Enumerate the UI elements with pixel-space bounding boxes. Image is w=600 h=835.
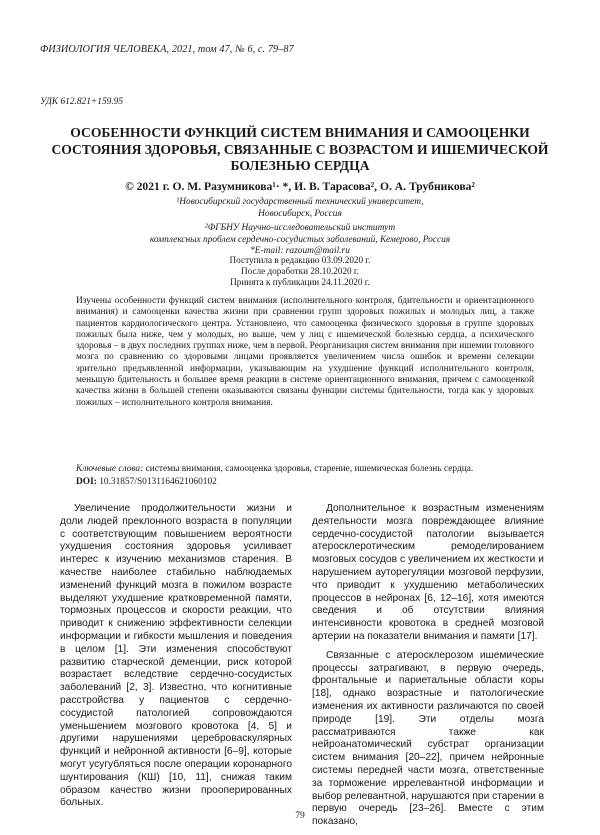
affiliation-2-line2: комплексных проблем сердечно-сосудистых заболеваний, Кемерово, Россия	[149, 235, 451, 245]
publication-dates	[40, 255, 560, 287]
doi	[76, 477, 534, 489]
keywords-text: системы внимания, самооценка здоровья, старение, ишемическая болезнь сердца.	[143, 464, 474, 474]
revised-date: После доработки 28.10.2020 г.	[241, 265, 359, 276]
keywords-label: Ключевые слова:	[76, 464, 144, 474]
doi-label: DOI:	[76, 477, 97, 487]
doi-text: 10.31857/S0131164621060102	[96, 477, 217, 487]
abstract: Изучены особенности функций систем внимания (исполнительного контроля, бдительности и ориентационного внимания) и самооценки качества жизни при сравнении групп здоровых пожилых и молодых лиц, а также пациентов кардиологического центра. Установлено, что самооценка физического здоровья в группе здоровых пожилых была ниже, чем у молодых, но выше, чем у лиц с ишемической болезнью сердца, а психического здоровья – в двух последних группах ниже, чем в первой. Реорганизация систем внимания при ишемии головного мозга по сравнению со здоровыми лицами проявляется увеличением числа ошибок и времени селекции зрительно предъявленной информации, указывающим на ухудшение функций исполнительного контроля, меньшую бдительность и большее время реакции в системе ориентационного внимания, причем с самооценкой качества жизни в большей степени оказываются связаны функции системы бдительности, тогда как у здоровых пожилых – исполнительного контроля внимания.	[76, 296, 534, 408]
affiliation-2-line1: ²ФГБНУ Научно-исследовательский институт	[204, 223, 396, 233]
author-email: *E-mail: razoum@mail.ru	[250, 246, 350, 256]
body-paragraph: Дополнительное к возрастным изменениям деятельности мозга повреждающее влияние сердечно-сосудистой патологии вызывается атеросклеротическим ремоделированием мозговых сосудов с увеличением их жесткости и нарушением ауторегуляции мозговой перфузии, что приводит к ухудшению метаболических процессов в нейронах [6, 12–16], хотя имеются сведения и об отсутствии влияния интенсивности кровотока в средней мозговой артерии на показатели внимания и памяти [17].	[312, 503, 544, 642]
body-paragraph: Увеличение продолжительности жизни и доли людей преклонного возраста в популяции с соответствующим повышением вероятности ухудшения состояния здоровья усиливает интерес к изучению механизмов старения. В качестве наиболее стабильно наблюдаемых изменений функций мозга в пожилом возрасте выделяют ухудшение кратковременной памяти, тормозных процессов и скорости реакции, что приводит к снижению эффективности селекции информации и гибкости мышления и поведения в целом [1]. Эти изменения способствуют развитию старческой деменции, риск которой возрастает вследствие сердечно-сосудистых заболеваний [2, 3]. Известно, что когнитивные расстройства у пациентов с сердечно-сосудистой патологией сопровождаются уменьшением мозгового кровотока [4, 5] и другими нарушениями цереброваскулярных функций и нейронной активности [6–9], которые могут усугубляться после операции коронарного шунтирования (КШ) [10, 11], снижая таким образом качество жизни прооперированных больных.	[60, 503, 292, 809]
keywords	[76, 464, 534, 476]
page-number: 79	[295, 810, 305, 821]
journal-header: ФИЗИОЛОГИЯ ЧЕЛОВЕКА, 2021, том 47, № 6, с. 79–87	[40, 44, 294, 55]
body-paragraph: Связанные с атеросклерозом ишемические процессы затрагивают, в первую очередь, фронтальные и париетальные области коры [18], однако возрастные и патологические изменения их активности различаются по своей природе [19]. Эти отделы мозга рассматриваются также как нейроанатомический субстрат организации систем внимания [20–22], причем нейронные системы передней части мозга, ответственные за торможение иррелевантной информации и выбор релевантной, нарушаются при старении в первую очередь [23–26]. Вместе с этим показано,	[312, 649, 545, 828]
accepted-date: Принята к публикации 24.11.2020 г.	[230, 276, 370, 287]
udk-code: УДК 612.821+159.95	[40, 97, 124, 107]
received-date: Поступила в редакцию 03.09.2020 г.	[229, 255, 371, 265]
authors-line: © 2021 г. О. М. Разумникова¹· *, И. В. Тарасова², О. А. Трубникова²	[125, 180, 475, 193]
body-column-left	[60, 489, 292, 816]
affiliation-1-line2: Новосибирск, Россия	[258, 209, 342, 219]
article-title: ОСОБЕННОСТИ ФУНКЦИЙ СИСТЕМ ВНИМАНИЯ И САМООЦЕНКИ СОСТОЯНИЯ ЗДОРОВЬЯ, СВЯЗАННЫЕ С ВОЗРАСТОМ И ИШЕМИЧЕСКОЙ БОЛЕЗНЬЮ СЕРДЦА	[51, 125, 549, 173]
body-column-right	[312, 489, 544, 835]
affiliation-1-line1: ¹Новосибирский государственный технический университет,	[176, 197, 424, 207]
